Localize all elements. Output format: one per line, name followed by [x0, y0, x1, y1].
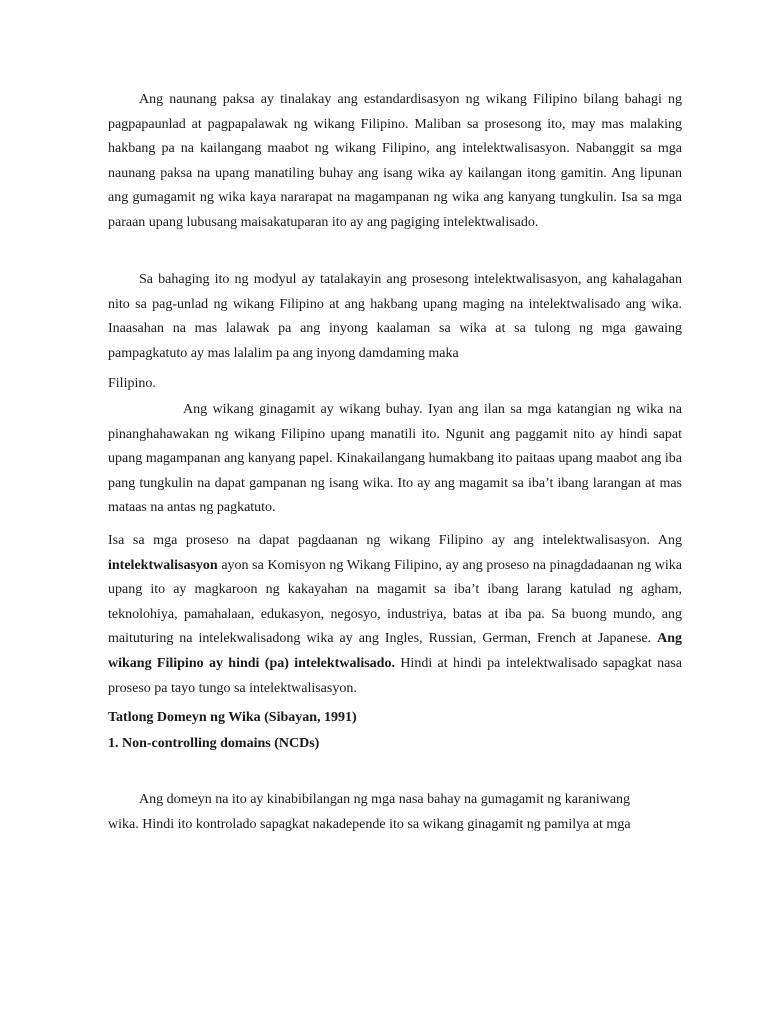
paragraph-intellectualization-part-3: Hindi at hindi pa intelektwalisado sapagkat nasa proseso pa tayo tungo sa intelektwalisasyon. — [108, 655, 682, 696]
paragraph-intellectualization — [108, 529, 682, 701]
paragraph-intellectualization-part-2: ayon sa Komisyon ng Wikang Filipino, ay ang proseso na pinagdadaanan ng wika upang ito ay magkaroon ng kakayahan na magamit sa iba’t ibang larang katulad ng agham, teknolohiya, pamahalaan, edukasyon, negosyo, industriya, batas at iba pa. Sa buong mundo, ang maituturing na intelekwalisadong wika ay ang Ingles, Russian, German, French at Japanese. — [108, 557, 682, 647]
statement-not-intellectualized: Ang wikang Filipino ay hindi (pa) intelektwalisado. — [108, 631, 682, 671]
heading-non-controlling-domains: 1. Non-controlling domains (NCDs) — [108, 736, 320, 751]
paragraph-module-overview: Sa bahaging ito ng modyul ay tatalakayin ang prosesong intelektwalisasyon, ang kahalagahan nito sa pag-unlad ng wikang Filipino at ang hakbang upang maging na intelektwalisado ang wika. Inaasahan na mas lalawak pa ang inyong kaalaman sa wika at sa tulong ng mga gawaing pampagkatuto ay mas lalalim pa ang inyong damdaming maka — [108, 272, 682, 361]
heading-three-domains: Tatlong Domeyn ng Wika (Sibayan, 1991) — [108, 710, 357, 725]
paragraph-module-overview-tail: Filipino. — [108, 376, 156, 391]
paragraph-ncd-description — [108, 788, 682, 837]
term-intelektwalisasyon: intelektwalisasyon — [108, 557, 218, 573]
paragraph-ncd-line-2: wika. Hindi ito kontrolado sapagkat nakadepende ito sa wikang ginagamit ng pamilya at mga — [108, 816, 631, 832]
paragraph-ncd-line-1: Ang domeyn na ito ay kinabibilangan ng mga nasa bahay na gumagamit ng karaniwang — [139, 792, 631, 807]
paragraph-living-language: Ang wikang ginagamit ay wikang buhay. Iyan ang ilan sa mga katangian ng wika na pinanghahawakan ng wikang Filipino upang manatili ito. Ngunit ang paggamit nito ay hindi sapat upang magampanan ang kanyang papel. Kinakailangang humakbang ito paitaas upang maabot ang iba pang tungkulin na dapat gampanan ng isang wika. Ito ay ang magamit sa iba’t ibang larangan at mas mataas na antas ng pagkatuto. — [108, 402, 682, 516]
paragraph-intellectualization-part-1: Isa sa mga proseso na dapat pagdaanan ng wikang Filipino ay ang intelektwalisasyon. Ang — [108, 533, 682, 548]
paragraph-intro: Ang naunang paksa ay tinalakay ang estandardisasyon ng wikang Filipino bilang bahagi ng pagpapaunlad at pagpapalawak ng wikang Filipino. Maliban sa prosesong ito, may mas malaking hakbang pa na kailangang maabot ng wikang Filipino, ang intelektwalisasyon. Nabanggit sa mga naunang paksa na upang manatiling buhay ang isang wika ay kailangan itong gamitin. Ang lipunan ang gumagamit ng wika kaya nararapat na magampanan ng wika ang kanyang tungkulin. Isa sa mga paraan upang lubusang maisakatuparan ito ay ang pagiging intelektwalisado. — [108, 92, 682, 230]
